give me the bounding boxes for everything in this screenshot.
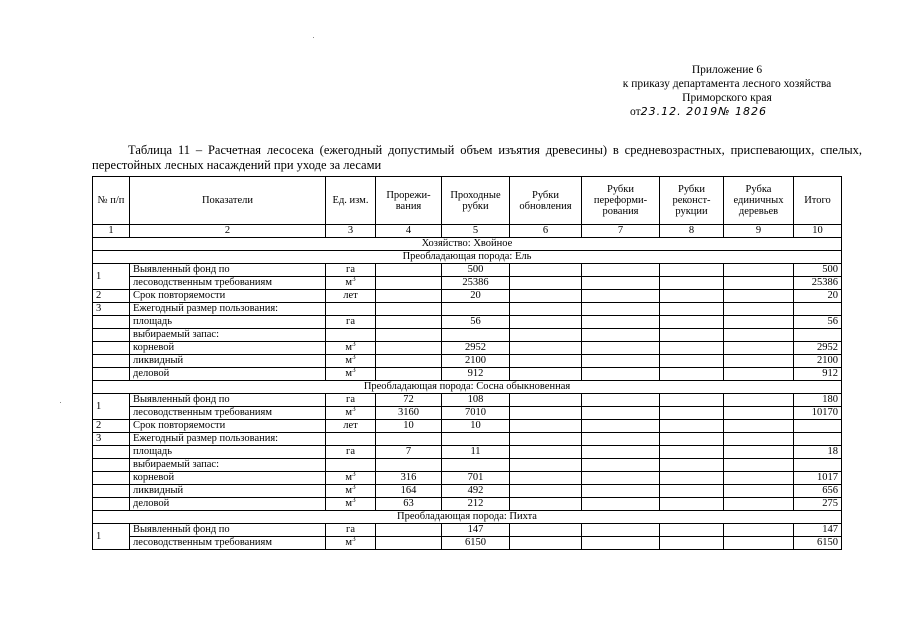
- column-header: Показатели: [130, 177, 326, 225]
- value-cell: [660, 446, 724, 459]
- value-cell: [724, 485, 794, 498]
- unit-text: м: [345, 342, 353, 353]
- farm-title: Хозяйство: Хвойное: [93, 238, 842, 251]
- value-cell: 492: [442, 485, 510, 498]
- indicator-label: Ежегодный размер пользования:: [130, 433, 326, 446]
- table-row: [93, 394, 842, 407]
- value-cell: [582, 316, 660, 329]
- value-cell: [724, 264, 794, 277]
- value-cell: [724, 407, 794, 420]
- value-cell: [442, 303, 510, 316]
- table-row: [93, 446, 842, 459]
- value-cell: 500: [442, 264, 510, 277]
- appendix-title: Приложение 6: [691, 64, 763, 76]
- scan-speck: [313, 37, 314, 38]
- value-cell: 701: [442, 472, 510, 485]
- unit-text: га: [346, 524, 355, 535]
- total-cell: [794, 420, 842, 433]
- unit-cell: [326, 303, 376, 316]
- value-cell: 912: [442, 368, 510, 381]
- value-cell: [442, 459, 510, 472]
- signature-prefix: от: [630, 106, 641, 118]
- value-cell: [582, 290, 660, 303]
- value-cell: [660, 420, 724, 433]
- value-cell: [510, 472, 582, 485]
- row-number: [93, 368, 130, 381]
- value-cell: [510, 498, 582, 511]
- value-cell: [376, 368, 442, 381]
- total-cell: [794, 433, 842, 446]
- column-number: 10: [794, 225, 842, 238]
- species-section-title: Преобладающая порода: Пихта: [93, 511, 842, 524]
- indicator-label: Ежегодный размер пользования:: [130, 303, 326, 316]
- column-header: Рубка единичных деревьев: [724, 177, 794, 225]
- value-cell: [660, 498, 724, 511]
- value-cell: [724, 342, 794, 355]
- value-cell: [510, 277, 582, 290]
- table-row: [93, 342, 842, 355]
- value-cell: 72: [376, 394, 442, 407]
- value-cell: [442, 329, 510, 342]
- value-cell: [582, 342, 660, 355]
- value-cell: 2952: [442, 342, 510, 355]
- value-cell: [582, 368, 660, 381]
- column-header: Рубки переформи-рования: [582, 177, 660, 225]
- indicator-label: Выявленный фонд по: [130, 394, 326, 407]
- value-cell: [660, 355, 724, 368]
- column-number: 4: [376, 225, 442, 238]
- column-number: 5: [442, 225, 510, 238]
- unit-cell: [326, 394, 376, 407]
- value-cell: [660, 524, 724, 537]
- column-number: 2: [130, 225, 326, 238]
- value-cell: [582, 459, 660, 472]
- unit-text: га: [346, 394, 355, 405]
- unit-cell: [326, 498, 376, 511]
- column-number: 8: [660, 225, 724, 238]
- value-cell: [724, 290, 794, 303]
- value-cell: [724, 303, 794, 316]
- unit-cell: [326, 420, 376, 433]
- unit-cell: [326, 407, 376, 420]
- appendix-header: [596, 63, 858, 119]
- value-cell: 147: [442, 524, 510, 537]
- value-cell: [724, 394, 794, 407]
- value-cell: [376, 290, 442, 303]
- total-cell: 2952: [794, 342, 842, 355]
- row-number: [93, 498, 130, 511]
- unit-text: м: [345, 498, 353, 509]
- indicator-label: корневой: [130, 472, 326, 485]
- total-cell: 6150: [794, 537, 842, 550]
- unit-cell: [326, 355, 376, 368]
- value-cell: [510, 459, 582, 472]
- value-cell: 7: [376, 446, 442, 459]
- value-cell: 56: [442, 316, 510, 329]
- unit-superscript: 3: [352, 367, 356, 374]
- indicator-label: лесоводственным требованиям: [130, 277, 326, 290]
- column-number-row: [93, 225, 842, 238]
- total-cell: 25386: [794, 277, 842, 290]
- row-number: [93, 485, 130, 498]
- unit-text: м: [345, 368, 353, 379]
- total-cell: 18: [794, 446, 842, 459]
- unit-text: га: [346, 264, 355, 275]
- unit-superscript: 3: [352, 276, 356, 283]
- value-cell: 164: [376, 485, 442, 498]
- value-cell: [660, 485, 724, 498]
- value-cell: [376, 329, 442, 342]
- unit-cell: [326, 485, 376, 498]
- table-row: [93, 459, 842, 472]
- indicator-label: выбираемый запас:: [130, 459, 326, 472]
- value-cell: [724, 472, 794, 485]
- value-cell: [724, 316, 794, 329]
- total-cell: [794, 329, 842, 342]
- unit-superscript: 3: [352, 484, 356, 491]
- value-cell: [660, 459, 724, 472]
- unit-cell: [326, 472, 376, 485]
- unit-cell: [326, 537, 376, 550]
- species-section-title: Преобладающая порода: Ель: [93, 251, 842, 264]
- column-header: Рубки реконст-рукции: [660, 177, 724, 225]
- value-cell: 212: [442, 498, 510, 511]
- column-header: Проходные рубки: [442, 177, 510, 225]
- value-cell: [724, 537, 794, 550]
- indicator-label: площадь: [130, 316, 326, 329]
- value-cell: [442, 433, 510, 446]
- row-number: 1: [93, 394, 130, 420]
- table-row: [93, 329, 842, 342]
- table-row: [93, 524, 842, 537]
- value-cell: [724, 524, 794, 537]
- value-cell: [724, 420, 794, 433]
- indicator-label: деловой: [130, 498, 326, 511]
- column-header: Прорежи-вания: [376, 177, 442, 225]
- row-number: 1: [93, 524, 130, 550]
- table-row: [93, 355, 842, 368]
- value-cell: [582, 433, 660, 446]
- total-cell: 147: [794, 524, 842, 537]
- section-row: [93, 511, 842, 524]
- value-cell: 10: [376, 420, 442, 433]
- value-cell: [582, 524, 660, 537]
- value-cell: [660, 303, 724, 316]
- unit-cell: [326, 368, 376, 381]
- unit-superscript: 3: [352, 406, 356, 413]
- unit-cell: [326, 316, 376, 329]
- row-number: [93, 472, 130, 485]
- value-cell: [660, 537, 724, 550]
- unit-cell: [326, 446, 376, 459]
- value-cell: [376, 316, 442, 329]
- scan-speck: [60, 402, 61, 403]
- unit-text: м: [345, 277, 353, 288]
- unit-cell: [326, 524, 376, 537]
- unit-superscript: 3: [352, 354, 356, 361]
- value-cell: [660, 407, 724, 420]
- table-row: [93, 420, 842, 433]
- value-cell: [582, 355, 660, 368]
- value-cell: [376, 459, 442, 472]
- table-row: [93, 303, 842, 316]
- species-section-title: Преобладающая порода: Сосна обыкновенная: [93, 381, 842, 394]
- row-number: [93, 329, 130, 342]
- total-cell: 56: [794, 316, 842, 329]
- value-cell: 20: [442, 290, 510, 303]
- table-header-row: [93, 177, 842, 225]
- total-cell: 20: [794, 290, 842, 303]
- value-cell: [510, 355, 582, 368]
- section-row: [93, 381, 842, 394]
- table-caption: Таблица 11 – Расчетная лесосека (ежегодный допустимый объем изъятия древесины) в средневозрастных, приспевающих, спелых, перестойных лесных насаждений при уходе за лесами: [92, 143, 862, 172]
- unit-superscript: 3: [352, 471, 356, 478]
- table-row: [93, 316, 842, 329]
- indicator-label: выбираемый запас:: [130, 329, 326, 342]
- total-cell: 500: [794, 264, 842, 277]
- table-row: [93, 537, 842, 550]
- value-cell: [376, 277, 442, 290]
- column-header: № п/п: [93, 177, 130, 225]
- value-cell: [510, 329, 582, 342]
- value-cell: [510, 485, 582, 498]
- total-cell: [794, 303, 842, 316]
- unit-cell: [326, 277, 376, 290]
- indicator-label: площадь: [130, 446, 326, 459]
- unit-cell: [326, 342, 376, 355]
- value-cell: [510, 420, 582, 433]
- row-number: 2: [93, 420, 130, 433]
- value-cell: [724, 355, 794, 368]
- value-cell: [510, 433, 582, 446]
- value-cell: [376, 355, 442, 368]
- unit-text: га: [346, 446, 355, 457]
- value-cell: [660, 277, 724, 290]
- unit-text: м: [345, 485, 353, 496]
- value-cell: [724, 368, 794, 381]
- column-header: Ед. изм.: [326, 177, 376, 225]
- value-cell: 3160: [376, 407, 442, 420]
- value-cell: [582, 264, 660, 277]
- unit-text: м: [345, 355, 353, 366]
- table-row: [93, 290, 842, 303]
- table-row: [93, 472, 842, 485]
- indicator-label: Срок повторяемости: [130, 420, 326, 433]
- value-cell: 25386: [442, 277, 510, 290]
- total-cell: 275: [794, 498, 842, 511]
- value-cell: [660, 316, 724, 329]
- value-cell: [510, 290, 582, 303]
- total-cell: 656: [794, 485, 842, 498]
- value-cell: [510, 303, 582, 316]
- value-cell: [376, 524, 442, 537]
- row-number: [93, 316, 130, 329]
- total-cell: 2100: [794, 355, 842, 368]
- value-cell: [660, 264, 724, 277]
- value-cell: [660, 368, 724, 381]
- indicator-label: ликвидный: [130, 485, 326, 498]
- value-cell: [510, 264, 582, 277]
- value-cell: [510, 342, 582, 355]
- value-cell: 11: [442, 446, 510, 459]
- value-cell: [582, 277, 660, 290]
- value-cell: [510, 524, 582, 537]
- value-cell: 10: [442, 420, 510, 433]
- indicator-label: ликвидный: [130, 355, 326, 368]
- value-cell: [582, 446, 660, 459]
- indicator-label: Срок повторяемости: [130, 290, 326, 303]
- value-cell: [724, 433, 794, 446]
- value-cell: [660, 472, 724, 485]
- value-cell: [376, 303, 442, 316]
- unit-text: м: [345, 537, 353, 548]
- table-row: [93, 485, 842, 498]
- value-cell: [582, 394, 660, 407]
- indicator-label: корневой: [130, 342, 326, 355]
- value-cell: [724, 446, 794, 459]
- unit-cell: [326, 329, 376, 342]
- table-row: [93, 498, 842, 511]
- row-number: 1: [93, 264, 130, 290]
- value-cell: [376, 264, 442, 277]
- value-cell: [582, 420, 660, 433]
- indicator-label: лесоводственным требованиям: [130, 537, 326, 550]
- row-number: 3: [93, 303, 130, 316]
- row-number: 2: [93, 290, 130, 303]
- value-cell: [510, 407, 582, 420]
- indicator-label: Выявленный фонд по: [130, 524, 326, 537]
- unit-text: м: [345, 407, 353, 418]
- unit-cell: [326, 433, 376, 446]
- value-cell: 63: [376, 498, 442, 511]
- indicator-label: деловой: [130, 368, 326, 381]
- column-number: 6: [510, 225, 582, 238]
- value-cell: [510, 316, 582, 329]
- unit-text: м: [345, 472, 353, 483]
- value-cell: [582, 407, 660, 420]
- value-cell: [510, 394, 582, 407]
- value-cell: [582, 498, 660, 511]
- value-cell: [582, 329, 660, 342]
- value-cell: [660, 290, 724, 303]
- unit-cell: [326, 459, 376, 472]
- value-cell: [582, 472, 660, 485]
- indicator-label: Выявленный фонд по: [130, 264, 326, 277]
- column-number: 1: [93, 225, 130, 238]
- value-cell: [582, 537, 660, 550]
- value-cell: [724, 329, 794, 342]
- value-cell: [582, 485, 660, 498]
- value-cell: [660, 342, 724, 355]
- row-number: [93, 459, 130, 472]
- value-cell: [724, 277, 794, 290]
- value-cell: 108: [442, 394, 510, 407]
- unit-superscript: 3: [352, 341, 356, 348]
- value-cell: [660, 394, 724, 407]
- column-number: 7: [582, 225, 660, 238]
- allowable-cut-table: [92, 176, 842, 550]
- row-number: [93, 355, 130, 368]
- value-cell: [660, 433, 724, 446]
- row-number: 3: [93, 433, 130, 446]
- unit-cell: [326, 290, 376, 303]
- handwritten-date-number: 23.12. 2019№ 1826: [640, 105, 768, 118]
- value-cell: [582, 303, 660, 316]
- unit-text: лет: [343, 420, 358, 431]
- row-number: [93, 446, 130, 459]
- value-cell: [510, 368, 582, 381]
- unit-text: лет: [343, 290, 358, 301]
- value-cell: [660, 329, 724, 342]
- unit-text: га: [346, 316, 355, 327]
- indicator-label: лесоводственным требованиям: [130, 407, 326, 420]
- value-cell: [724, 459, 794, 472]
- unit-superscript: 3: [352, 497, 356, 504]
- value-cell: 6150: [442, 537, 510, 550]
- value-cell: [376, 537, 442, 550]
- total-cell: [794, 459, 842, 472]
- section-row: [93, 251, 842, 264]
- unit-superscript: 3: [352, 536, 356, 543]
- appendix-order: к приказу департамента лесного хозяйства: [622, 78, 832, 90]
- value-cell: [376, 433, 442, 446]
- appendix-region: Приморского края: [682, 92, 772, 104]
- value-cell: [510, 537, 582, 550]
- value-cell: [724, 498, 794, 511]
- total-cell: 10170: [794, 407, 842, 420]
- table-row: [93, 264, 842, 277]
- total-cell: 912: [794, 368, 842, 381]
- column-header: Итого: [794, 177, 842, 225]
- unit-cell: [326, 264, 376, 277]
- farm-row: [93, 238, 842, 251]
- value-cell: 316: [376, 472, 442, 485]
- column-number: 3: [326, 225, 376, 238]
- column-header: Рубки обновления: [510, 177, 582, 225]
- table-row: [93, 433, 842, 446]
- table-row: [93, 368, 842, 381]
- value-cell: 7010: [442, 407, 510, 420]
- table-row: [93, 277, 842, 290]
- row-number: [93, 342, 130, 355]
- total-cell: 1017: [794, 472, 842, 485]
- value-cell: 2100: [442, 355, 510, 368]
- appendix-signature-line: [596, 105, 858, 119]
- value-cell: [510, 446, 582, 459]
- value-cell: [376, 342, 442, 355]
- total-cell: 180: [794, 394, 842, 407]
- column-number: 9: [724, 225, 794, 238]
- table-row: [93, 407, 842, 420]
